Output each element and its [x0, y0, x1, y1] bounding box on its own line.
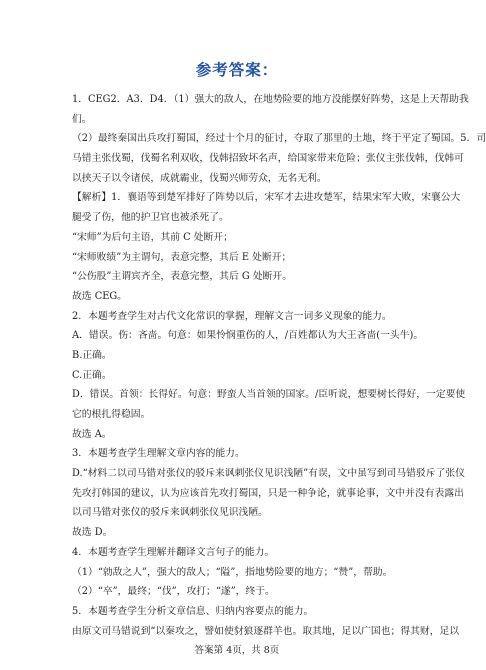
text-line: A．错误。伤：吝啬。句意：如果怜悯重伤的人，/百姓都认为大王吝啬(一头牛)。 — [72, 330, 424, 342]
text-line: 它的根扎得稳固。 — [72, 409, 151, 420]
text-line: 1．CEG2．A3．D4．（1）强大的敌人，在地势险要的地方没能摆好阵势，这是上天帮助我 — [72, 94, 469, 105]
text-line: “宋师败绩”为主谓句，表意完整，其后 E 处断开； — [72, 251, 292, 263]
text-line: B.正确。 — [72, 349, 112, 361]
answer-title: 参考答案： — [195, 61, 279, 79]
text-line: 由原文司马错说到“以秦攻之，譬如使豺狼逐群羊也。取其地，足以广国也；得其财，足以 — [72, 625, 460, 637]
text-line: 故选 A。 — [72, 428, 112, 440]
text-line: 3．本题考查学生理解文章内容的能力。 — [72, 448, 245, 460]
text-line: （2）“卒”，最终；“伐”，攻打；“遂”，终于。 — [72, 586, 275, 598]
text-line: 以司马错对张仪的驳斥来讽刺张仪见识浅陋。 — [72, 507, 268, 519]
text-line: 故选 D。 — [72, 527, 113, 539]
text-line: D.“材料二以司马错对张仪的驳斥来讽刺张仪见识浅陋”有误，文中虽写到司马错驳斥了张仪 — [72, 468, 465, 480]
text-line: （2）最终秦国出兵攻打蜀国，经过十个月的征讨，夺取了那里的土地，终于平定了蜀国。5．司 — [72, 133, 486, 145]
text-line: “宋师”为后句主语，其前 C 处断开； — [72, 231, 233, 243]
text-line: “公伤股”主谓宾齐全，表意完整，其后 G 处断开。 — [72, 271, 293, 283]
text-line: C.正确。 — [72, 369, 112, 381]
page-footer: 答案第 4页，共 8页 — [194, 645, 280, 656]
text-line: 先攻打韩国的建议，认为应该首先攻打蜀国，只是一种争论，就事论事，文中并没有表露出 — [72, 487, 464, 499]
text-line: 5．本题考查学生分析文章信息、归纳内容要点的能力。 — [72, 605, 314, 617]
text-line: 以挟天子以令诸侯，成就霸业，伐蜀兴师劳众，无名无利。 — [72, 172, 327, 184]
text-line: 4．本题考查学生理解并翻译文言句子的能力。 — [72, 546, 275, 558]
text-line: 腿受了伤，他的护卫官也被杀死了。 — [72, 212, 229, 224]
answer-body — [72, 90, 486, 641]
text-line: 2．本题考查学生对古代文化常识的掌握，理解文言一词多义现象的能力。 — [72, 310, 392, 322]
text-line: （1）“勍敌之人”，强大的敌人；“隘”，指地势险要的地方；“赞”，帮助。 — [72, 566, 393, 578]
text-line: D．错误。首领：长得好。句意：野蛮人当首领的国家。/臣听说，想要树长得好，一定要使 — [72, 389, 466, 401]
text-line: 故选 CEG。 — [72, 290, 127, 302]
text-line: 马错主张伐蜀，伐蜀名利双收，伐韩招致坏名声，给国家带来危险；张仪主张伐韩，伐韩可 — [72, 153, 464, 165]
text-line: 们。 — [72, 113, 92, 125]
text-line: 【解析】1．襄语等到楚军排好了阵势以后，宋军才去进攻楚军，结果宋军大败，宋襄公大 — [72, 192, 461, 204]
